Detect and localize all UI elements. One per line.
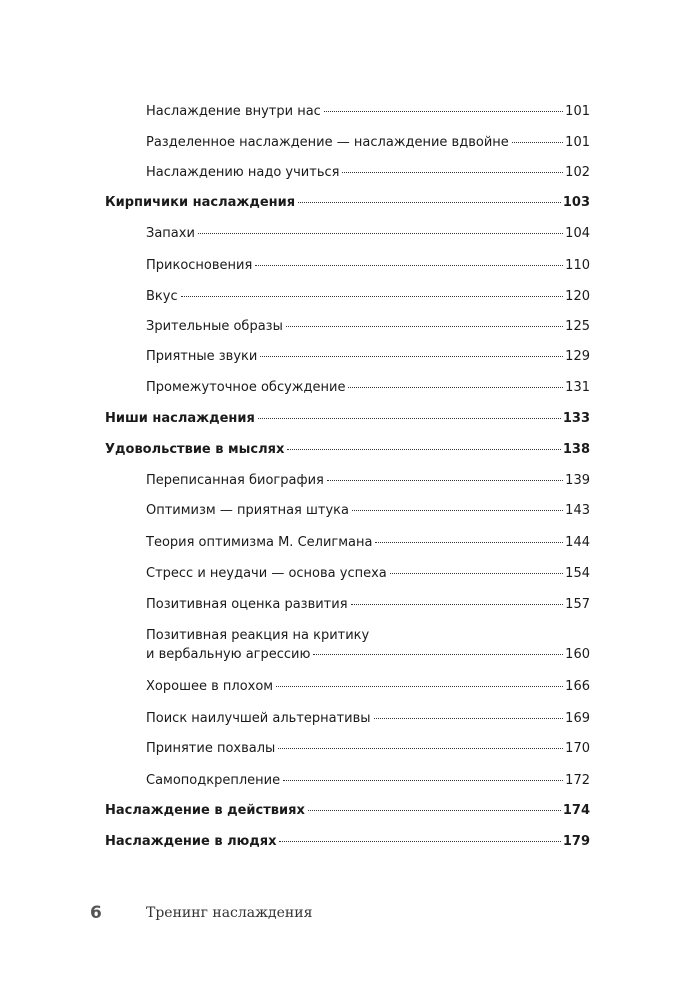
- dot-leader: [279, 841, 560, 842]
- toc-entry-page: 144: [565, 535, 590, 550]
- toc-entry-page: 166: [565, 679, 590, 694]
- toc-entry-page: 143: [565, 503, 590, 518]
- toc-entry-title: Зрительные образы: [146, 319, 283, 334]
- toc-entry[interactable]: [146, 677, 590, 696]
- toc-chapter[interactable]: [105, 440, 590, 459]
- toc-chapter-title: Наслаждение в людях: [105, 834, 277, 849]
- dot-leader: [278, 748, 563, 749]
- dot-leader: [327, 480, 563, 481]
- dot-leader: [352, 510, 563, 511]
- toc-entry[interactable]: [146, 133, 590, 152]
- dot-leader: [283, 780, 563, 781]
- toc-entry-page: 101: [565, 135, 590, 150]
- toc-entry-title: Разделенное наслаждение — наслаждение вдвойне: [146, 135, 509, 150]
- toc-entry-two-line[interactable]: [146, 626, 590, 664]
- toc-chapter-title: Наслаждение в действиях: [105, 803, 305, 818]
- toc-entry-title: Промежуточное обсуждение: [146, 380, 346, 395]
- toc-entry[interactable]: [146, 533, 590, 552]
- toc-entry-page: 139: [565, 473, 590, 488]
- toc-entry-page: 170: [565, 741, 590, 756]
- toc-entry-title: Стресс и неудачи — основа успеха: [146, 566, 387, 581]
- dot-leader: [375, 542, 563, 543]
- toc-entry-title: Хорошее в плохом: [146, 679, 274, 694]
- dot-leader: [298, 202, 561, 203]
- dot-leader: [342, 172, 563, 173]
- dot-leader: [390, 573, 563, 574]
- toc-entry[interactable]: [146, 595, 590, 614]
- toc-entry-title: Наслаждению надо учиться: [146, 165, 340, 180]
- toc-entry-page: 172: [565, 773, 590, 788]
- toc-entry-page: 125: [565, 319, 590, 334]
- dot-leader: [308, 810, 561, 811]
- toc-entry-title: Запахи: [146, 226, 195, 241]
- dot-leader: [181, 296, 564, 297]
- toc-entry[interactable]: [146, 256, 590, 275]
- dot-leader: [286, 326, 563, 327]
- toc-entry-page: 120: [565, 289, 590, 304]
- toc-entry-title: Вкус: [146, 289, 178, 304]
- toc-entry-page: 131: [565, 380, 590, 395]
- toc-entry-title: Принятие похвалы: [146, 741, 276, 756]
- page-footer: [0, 903, 682, 927]
- toc-entry-title: Переписанная биография: [146, 473, 324, 488]
- toc-entry-page: 160: [565, 647, 590, 662]
- running-title: Тренинг наслаждения: [146, 905, 313, 921]
- toc-entry[interactable]: [146, 224, 590, 243]
- dot-leader: [512, 142, 563, 143]
- toc-entry-page: 169: [565, 711, 590, 726]
- toc-entry[interactable]: [146, 471, 590, 490]
- dot-leader: [287, 449, 560, 450]
- toc-entry[interactable]: [146, 501, 590, 520]
- toc-entry[interactable]: [146, 564, 590, 583]
- toc-chapter-page: 174: [562, 803, 590, 818]
- toc-chapter-title: Кирпичики наслаждения: [105, 195, 296, 210]
- toc-entry-page: 102: [565, 165, 590, 180]
- toc-entry-page: 104: [565, 226, 590, 241]
- toc-chapter-page: 103: [562, 195, 590, 210]
- toc-entry[interactable]: [146, 347, 590, 366]
- toc-entry[interactable]: [146, 709, 590, 728]
- toc-entry-title: Самоподкрепление: [146, 773, 281, 788]
- toc-chapter[interactable]: [105, 832, 590, 851]
- toc-entry-page: 157: [565, 597, 590, 612]
- toc-chapter[interactable]: [105, 409, 590, 428]
- toc-chapter-page: 133: [562, 411, 590, 426]
- toc-chapter-title: Удовольствие в мыслях: [105, 442, 285, 457]
- dot-leader: [276, 686, 563, 687]
- dot-leader: [374, 718, 564, 719]
- dot-leader: [324, 111, 563, 112]
- dot-leader: [258, 418, 561, 419]
- toc-entry[interactable]: [146, 102, 590, 121]
- toc-entry-title: и вербальную агрессию: [146, 647, 311, 662]
- page-number: 6: [90, 903, 102, 923]
- toc-entry[interactable]: [146, 163, 590, 182]
- toc-chapter[interactable]: [105, 801, 590, 820]
- toc-entry-title: Оптимизм — приятная штука: [146, 503, 349, 518]
- toc-entry-title: Позитивная оценка развития: [146, 597, 348, 612]
- toc-entry-page: 110: [565, 258, 590, 273]
- toc-entry-title: Наслаждение внутри нас: [146, 104, 321, 119]
- toc-entry[interactable]: [146, 287, 590, 306]
- dot-leader: [348, 387, 563, 388]
- toc-entry-title-line1: Позитивная реакция на критику: [146, 628, 370, 643]
- toc-entry-title: Приятные звуки: [146, 349, 258, 364]
- toc-entry[interactable]: [146, 317, 590, 336]
- dot-leader: [313, 654, 563, 655]
- toc-entry-page: 101: [565, 104, 590, 119]
- dot-leader: [198, 233, 563, 234]
- dot-leader: [351, 604, 564, 605]
- toc-entry-title: Поиск наилучшей альтернативы: [146, 711, 371, 726]
- dot-leader: [255, 265, 563, 266]
- toc-entry-title: Прикосновения: [146, 258, 253, 273]
- toc-entry-page: 154: [565, 566, 590, 581]
- dot-leader: [260, 356, 563, 357]
- toc-entry[interactable]: [146, 378, 590, 397]
- toc-entry[interactable]: [146, 739, 590, 758]
- toc-chapter-page: 138: [562, 442, 590, 457]
- toc-chapter[interactable]: [105, 193, 590, 212]
- toc-entry-title: Теория оптимизма М. Селигмана: [146, 535, 373, 550]
- toc-entry-page: 129: [565, 349, 590, 364]
- toc-entry[interactable]: [146, 771, 590, 790]
- toc-chapter-title: Ниши наслаждения: [105, 411, 255, 426]
- toc-chapter-page: 179: [562, 834, 590, 849]
